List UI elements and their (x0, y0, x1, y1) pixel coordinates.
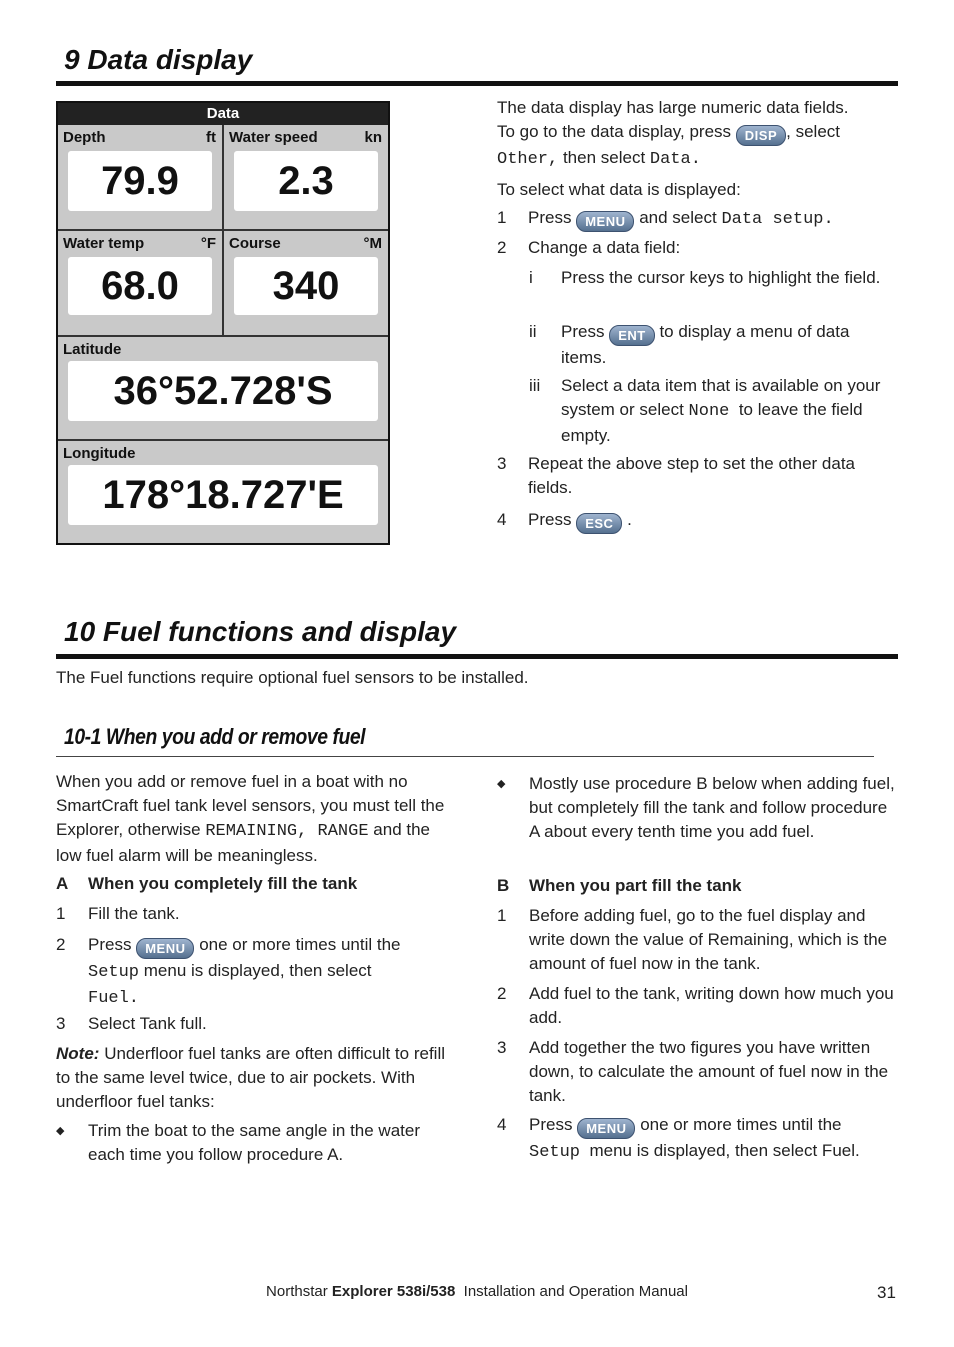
step-text: Add together the two figures you have written down, to calculate the amount of fuel now in the tank. (529, 1038, 889, 1105)
list-item (56, 1119, 451, 1167)
intro-line-2 (497, 120, 897, 146)
step-number: 2 (497, 984, 507, 1003)
step-text (561, 374, 901, 448)
depth-value: 79.9 (68, 151, 212, 211)
step-number: 1 (497, 906, 507, 925)
list-item (497, 904, 897, 976)
note-paragraph (56, 1042, 451, 1114)
intro-line-3 (497, 146, 897, 172)
section-9-title: 9 Data display (64, 44, 253, 75)
procedure-a-heading (56, 872, 451, 896)
temp-label: Water temp (63, 235, 145, 252)
latitude-cell (58, 337, 388, 439)
procedure-b-heading (497, 874, 897, 898)
section-10-rule (56, 654, 898, 659)
bullet-text: Trim the boat to the same angle in the water each time you follow procedure A. (88, 1121, 420, 1164)
step-text: Before adding fuel, go to the fuel display and write down the value of Remaining, which is the amount of fuel now in the tank. (529, 906, 888, 973)
procedure-letter: A (56, 874, 69, 893)
step-text: Repeat the above step to set the other data fields. (528, 454, 856, 497)
menu-key-icon: MENU (136, 938, 194, 959)
list-item (497, 772, 897, 868)
step-code: Setup (529, 1143, 581, 1162)
list-item (56, 1012, 451, 1036)
step-text: Add fuel to the tank, writing down how much you add. (529, 984, 894, 1027)
list-item (497, 508, 897, 532)
step-text-part: Press (529, 1115, 573, 1134)
procedure-title: When you completely fill the tank (88, 874, 358, 893)
intro-text: To go to the data display, press (497, 122, 732, 141)
step-text-part: Press (88, 935, 132, 954)
step-number: 3 (56, 1014, 66, 1033)
latitude-value: 36°52.728'S (68, 361, 378, 421)
screen-title: Data (58, 103, 388, 125)
step-text-part: menu is displayed, then select Fuel. (589, 1141, 860, 1160)
list-item (497, 236, 897, 260)
intro-code: Other, (497, 150, 559, 169)
step-number: 2 (56, 935, 66, 954)
data-display-screenshot (56, 101, 390, 545)
intro-line-4: To select what data is displayed: (497, 180, 741, 199)
bullet-icon: ◆ (56, 1125, 65, 1137)
bullet-icon: ◆ (497, 778, 506, 790)
step-text: Fill the tank. (88, 904, 180, 923)
list-item (529, 320, 899, 368)
menu-key-icon: MENU (576, 211, 634, 232)
step-text (528, 508, 632, 534)
step-text: Change a data field: (528, 238, 681, 257)
list-item (497, 452, 897, 500)
step-number: 3 (497, 1038, 507, 1057)
step-number: 1 (56, 904, 66, 923)
step-text-part: Press (528, 208, 572, 227)
para-text: When you add or remove fuel in a boat with no SmartCraft fuel tank level sensors, you must tell the Explorer, otherwise (56, 772, 445, 839)
step-number: 1 (497, 208, 507, 227)
footer-brand: Northstar (266, 1283, 328, 1300)
step-number: 3 (497, 454, 507, 473)
bullet-text: Mostly use procedure B below when adding fuel, but completely fill the tank and follow procedure A about every tenth time you add fuel. (529, 774, 895, 841)
footer-manual: Installation and Operation Manual (463, 1283, 688, 1300)
step-code: Fuel. (88, 989, 140, 1008)
longitude-value: 178°18.727'E (68, 465, 378, 525)
step-text: Press the cursor keys to highlight the field. (561, 268, 881, 287)
speed-unit: kn (364, 129, 382, 146)
step-text-part: to leave the field empty. (561, 400, 863, 445)
temp-cell (58, 231, 222, 335)
para-code: REMAINING, RANGE (205, 822, 369, 841)
para-text: and the low fuel alarm will be meaningless. (56, 820, 431, 865)
procedure-title: When you part fill the tank (529, 876, 742, 895)
section-9-rule (56, 81, 898, 86)
step-text-part: one or more times until the (640, 1115, 842, 1134)
menu-key-icon: MENU (577, 1118, 635, 1139)
note-label: Note: (56, 1044, 100, 1063)
course-label: Course (229, 235, 281, 252)
step-text: Select Tank full. (88, 1014, 207, 1033)
intro-code: Data. (649, 150, 701, 169)
section-10-title: 10 Fuel functions and display (64, 616, 457, 647)
step-text (561, 320, 899, 370)
step-text-part: . (627, 510, 632, 529)
temp-value: 68.0 (68, 257, 212, 315)
step-number: ii (529, 322, 537, 341)
ent-key-icon: ENT (609, 325, 655, 346)
sec10-intro: The Fuel functions require optional fuel sensors to be installed. (56, 668, 529, 687)
step-text-part: and select (639, 208, 717, 227)
step-number: 4 (497, 510, 507, 529)
list-item (497, 1036, 897, 1108)
sec9-intro (497, 96, 897, 202)
page-number: 31 (877, 1283, 896, 1302)
step-code: Data setup. (721, 210, 834, 229)
depth-unit: ft (206, 129, 216, 146)
step-text (529, 1113, 897, 1165)
footer-title (0, 1283, 954, 1300)
step-number: 4 (497, 1115, 507, 1134)
intro-text: then select (558, 148, 650, 167)
course-value: 340 (234, 257, 378, 315)
step-text-part: to display a menu of data items. (561, 322, 850, 367)
speed-label: Water speed (229, 129, 318, 146)
step-text (88, 933, 451, 1011)
speed-value: 2.3 (234, 151, 378, 211)
list-item (56, 902, 451, 926)
step-text-part: Press (561, 322, 605, 341)
step-code: Setup (88, 963, 140, 982)
intro-line-1: The data display has large numeric data fields. (497, 98, 849, 117)
step-number: iii (529, 376, 541, 395)
list-item (497, 982, 897, 1030)
footer-model: Explorer 538i/538 (331, 1283, 456, 1300)
list-item (56, 933, 451, 1008)
subsection-title: 10-1 When you add or remove fuel (64, 724, 366, 749)
step-text-part: Select a data item that is available on your system or select (561, 376, 881, 419)
longitude-cell (58, 441, 388, 543)
step-number: 2 (497, 238, 507, 257)
course-unit: °M (363, 235, 382, 252)
step-text-part: one or more times until the (199, 935, 401, 954)
esc-key-icon: ESC (576, 513, 622, 534)
course-cell (224, 231, 388, 335)
step-number: i (529, 268, 533, 287)
longitude-label: Longitude (63, 445, 136, 462)
speed-cell (224, 125, 388, 229)
list-item (529, 374, 899, 446)
depth-cell (58, 125, 222, 229)
step-text (528, 206, 834, 232)
list-item (497, 1113, 897, 1161)
latitude-label: Latitude (63, 341, 122, 358)
intro-text: , select (786, 122, 840, 141)
temp-unit: °F (200, 235, 216, 252)
procedure-letter: B (497, 876, 510, 895)
depth-label: Depth (63, 129, 106, 146)
disp-key-icon: DISP (736, 125, 786, 146)
step-text-part: menu is displayed, then select (143, 961, 372, 980)
note-text: Underfloor fuel tanks are often difficult to refill to the same level twice, due to air pockets. With underfloor fuel tanks: (56, 1044, 445, 1111)
list-item (529, 266, 899, 314)
step-text-part: Press (528, 510, 572, 529)
list-item (497, 206, 897, 230)
step-code: None (688, 402, 730, 421)
subsection-rule (56, 756, 874, 757)
fuel-paragraph (56, 770, 451, 868)
